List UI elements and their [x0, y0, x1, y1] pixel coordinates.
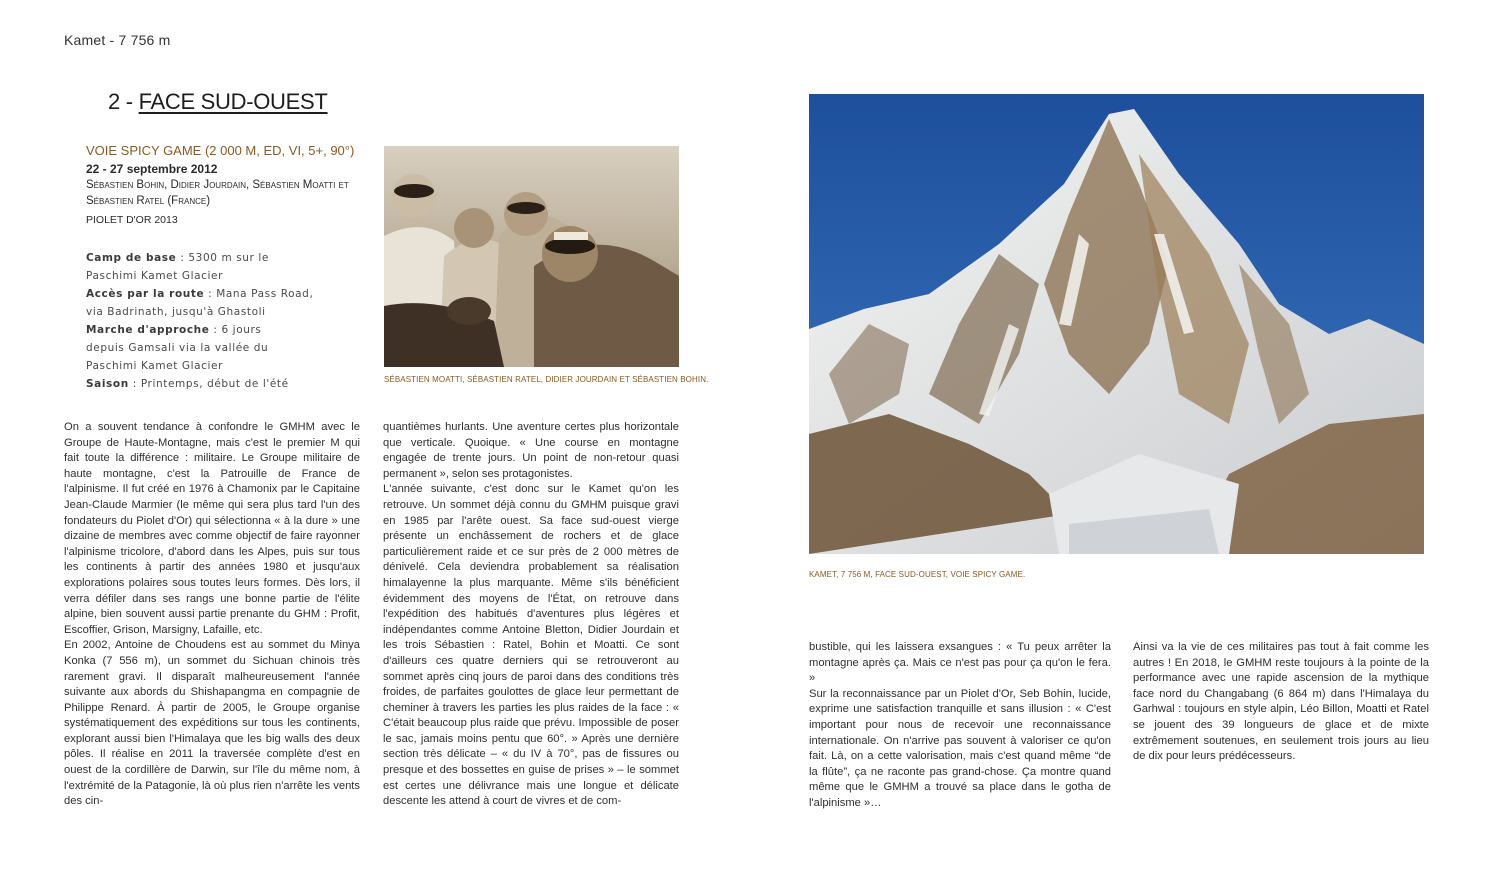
section-number: 2 - — [108, 89, 139, 114]
fact-value: depuis Gamsali via la vallée du — [86, 342, 269, 354]
fact-key: Accès par la route — [86, 288, 205, 300]
fact-sep: : — [209, 324, 222, 336]
fact-value: 5300 m sur le — [188, 252, 269, 264]
paragraph: En 2002, Antoine de Choudens est au sommet du Minya Konka (7 556 m), un sommet du Sichuan chinois très rarement gravi. Il disparaît malheureusement l'année suivante aux abords du Shishapangma en compagnie de Philippe Renard. À partir de 2005, le Groupe organise systématiquement des expéditions sur tous les continents, explorant aussi bien l'Himalaya que les big walls des deux pôles. Il réalise en 2011 la traversée complète d'est en ouest de la cordillère de Darwin, sur l'île du même nom, à l'extrémité de la Patagonie, là où plus rien n'arrête les vents des cin- — [64, 639, 360, 808]
fact-value: Paschimi Kamet Glacier — [86, 360, 224, 372]
paragraph: bustible, qui les laissera exsangues : « Tu peux arrêter la montagne après ça. Mais ce n'est pas pour ça qu'on le fera. » — [809, 641, 1111, 685]
paragraph: L'année suivante, c'est donc sur le Kamet qu'on les retrouve. Un sommet déjà connu du GMHM puisque gravi en 1985 par l'arête ouest. Sa face sud-ouest vierge présente un enchâssement de rochers et de glace particulièrement raide et ce sur près de 2 000 mètres de dénivelé. Cela deviendra probablement sa réalisation himalayenne la plus marquante. Même s'ils bénéficient évidemment des moyens de l'État, on retrouve dans l'expédition des habitués d'aventures plus légères et indépendantes comme Antoine Bletton, Didier Jourdain et les trois Sébastien : Ratel, Bohin et Moatti. Ce sont d'ailleurs ces quatre derniers qui se retrouveront au sommet après cinq jours de paroi dans des conditions très froides, de parfaites goulottes de glace leur permettant de cheminer à travers les parties les plus raides de la face : « C'était beaucoup plus raide que prévu. Impossible de poser le sac, jamais moins pentu que 60°. » Après une dernière section très délicate – « du IV à 70°, pas de fissures ou presque et des bossettes en guise de prises » – le sommet est certes une délivrance mais une longue et délicate descente les attend à court de vivres et de com- — [383, 483, 679, 808]
paragraph: On a souvent tendance à confondre le GMHM avec le Groupe de Haute-Montagne, mais c'est le premier M qui fait toute la différence : militaire. Le Groupe militaire de haute montagne, c'est la Patrouille de France de l'alpinisme. Il fut créé en 1976 à Chamonix par le Capitaine Jean-Claude Marmier (le même qui sera plus tard l'un des fondateurs du Piolet d'Or) qui sélectionna « à la dure » une dizaine de membres avec comme objectif de faire rayonner l'alpinisme tricolore, d'abord dans les Alpes, puis sur tous les continents à partir des années 1980 et jusqu'aux explorations polaires sous toutes leurs formes. Dès lors, il verra défiler dans ses rangs une bonne partie de l'élite alpine, bien souvent aussi partie prenante du GHM : Profit, Escoffier, Grison, Marsigny, Lafaille, etc. — [64, 421, 360, 636]
route-info — [86, 142, 376, 226]
paragraph: Sur la reconnaissance par un Piolet d'Or, Seb Bohin, lucide, exprime une satisfaction tranquille et sans illusion : « C'est important pour nous de recevoir une reconnaissance internationale. On n'arrive pas souvent à valoriser ce qu'on fait. Là, on a cette valorisation, mais c'est quand même “de la flûte”, ça ne raconte pas grand-chose. Ça montre quand même que le GMHM a trouvé sa place dans le gotha de l'alpinisme »… — [809, 687, 1111, 809]
team-photo-image — [384, 146, 679, 367]
mountain-photo-image — [809, 94, 1424, 554]
fact-line — [86, 321, 376, 339]
fact-sep: : — [128, 378, 141, 390]
fact-sep: : — [204, 288, 217, 300]
fact-sep: : — [176, 252, 189, 264]
route-facts — [86, 249, 376, 393]
running-head: Kamet - 7 756 m — [64, 32, 171, 48]
fact-line — [86, 285, 376, 303]
route-name: VOIE SPICY GAME (2 000 M, ED, VI, 5+, 90°) — [86, 143, 355, 158]
fact-key: Marche d'approche — [86, 324, 210, 336]
body-column-3 — [809, 640, 1111, 812]
mountain-photo — [809, 94, 1424, 554]
route-dates: 22 - 27 septembre 2012 — [86, 162, 218, 176]
fact-value: Paschimi Kamet Glacier — [86, 270, 224, 282]
fact-line — [86, 303, 376, 321]
team-photo — [384, 146, 679, 367]
fact-line — [86, 339, 376, 357]
fact-key: Camp de base — [86, 252, 177, 264]
mountain-photo-caption: KAMET, 7 756 M, FACE SUD-OUEST, VOIE SPICY GAME. — [809, 570, 1026, 579]
body-column-2 — [383, 420, 679, 810]
fact-key: Saison — [86, 378, 129, 390]
fact-value: 6 jours — [221, 324, 262, 336]
fact-value: via Badrinath, jusqu'à Ghastoli — [86, 306, 266, 318]
fact-line — [86, 357, 376, 375]
fact-value: Printemps, début de l'été — [140, 378, 289, 390]
body-column-1 — [64, 420, 360, 810]
paragraph: quantièmes hurlants. Une aventure certes plus horizontale que verticale. Quoique. « Une course en montagne engagée de trente jours. Un point de non-retour quasi permanent », selon ses protagonistes. — [383, 421, 679, 480]
fact-line — [86, 375, 376, 393]
team-photo-caption: SÉBASTIEN MOATTI, SÉBASTIEN RATEL, DIDIER JOURDAIN ET SÉBASTIEN BOHIN. — [384, 375, 709, 384]
route-award: PIOLET D'OR 2013 — [86, 214, 178, 226]
section-title — [108, 89, 328, 115]
paragraph: Ainsi va la vie de ces militaires pas tout à fait comme les autres ! En 2018, le GMHM reste toujours à la pointe de la performance avec une rapide ascension de la mythique face nord du Changabang (6 864 m) dans l'Himalaya du Garhwal : toujours en style alpin, Léo Billon, Moatti et Ratel se jouent des 39 longueurs de glace et de mixte extrêmement soutenues, en seulement trois jours au lieu de dix pour leurs prédécesseurs. — [1133, 641, 1429, 763]
fact-line — [86, 267, 376, 285]
route-climbers-line2: Sébastien Ratel (France) — [86, 195, 211, 207]
section-title-text: FACE SUD-OUEST — [138, 89, 328, 114]
route-climbers-line1: Sébastien Bohin, Didier Jourdain, Sébastien Moatti et — [86, 179, 349, 191]
fact-line — [86, 249, 376, 267]
body-column-4 — [1133, 640, 1429, 765]
fact-value: Mana Pass Road, — [216, 288, 314, 300]
